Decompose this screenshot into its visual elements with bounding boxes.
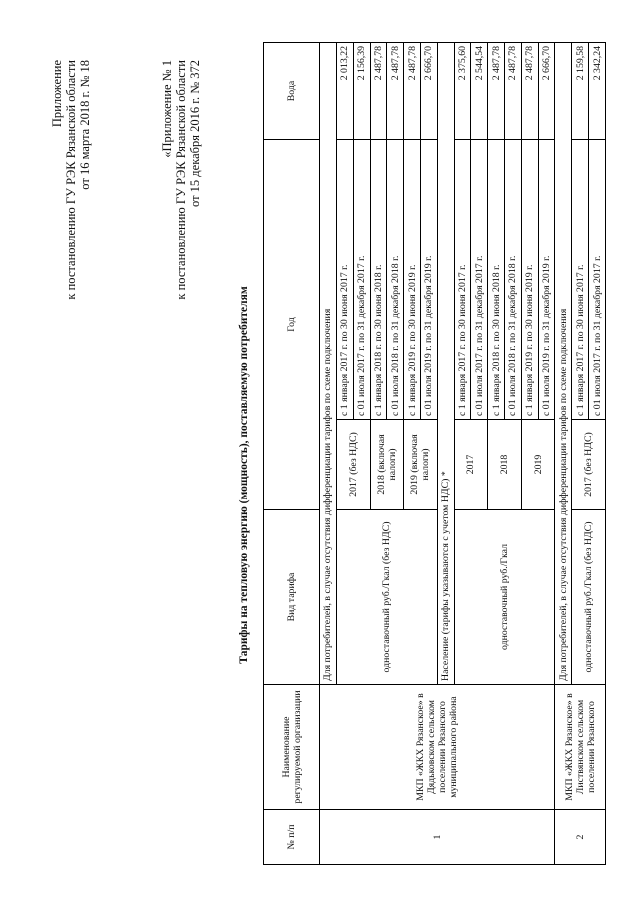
organization-name: МКП «ЖКХ Рязанское» в Дядьковском сельском поселении Рязанского муниципального района [320,685,555,810]
header-water: Вода [264,43,320,140]
document-title: Тарифы на тепловую энергию (мощность), поставляемую потребителям [238,286,250,664]
header-type: Вид тарифа [264,510,320,685]
period-cell: с 1 января 2019 г. по 30 июня 2019 г. [521,140,538,420]
appendix-1-line-3: от 15 декабря 2016 г. № 372 [188,60,202,208]
appendix-line-3: от 16 марта 2018 г. № 18 [78,60,92,190]
value-cell: 2 159,58 [572,43,589,140]
value-cell: 2 487,78 [521,43,538,140]
period-cell: с 01 июля 2017 г. по 31 декабря 2017 г. [589,140,606,420]
value-cell: 2 487,78 [370,43,387,140]
appendix-1-header [160,60,202,300]
period-cell: с 1 января 2017 г. по 30 июня 2017 г. [572,140,589,420]
period-cell: с 1 января 2018 г. по 30 июня 2018 г. [370,140,387,420]
section-row: Для потребителей, в случае отсутствия дифференциации тарифов по схеме подключения [320,43,337,685]
period-cell: с 01 июля 2017 г. по 31 декабря 2017 г. [471,140,488,420]
table-row [555,43,572,865]
section-row: Население (тарифы указываются с учетом НДС) * [437,43,454,685]
value-cell: 2 487,78 [387,43,404,140]
year-cell: 2017 (без НДС) [336,420,370,510]
period-cell: с 01 июля 2019 г. по 31 декабря 2019 г. [538,140,555,420]
value-cell: 2 544,54 [471,43,488,140]
value-cell: 2 342,24 [589,43,606,140]
row-number: 2 [555,810,606,865]
tariff-type: одноставочный руб./Гкал (без НДС) [572,510,606,685]
value-cell: 2 666,70 [420,43,437,140]
header-org: Наименование регулируемой организации [264,685,320,810]
period-cell: с 1 января 2018 г. по 30 июня 2018 г. [488,140,505,420]
value-cell: 2 013,22 [336,43,353,140]
appendix-header [50,60,92,300]
period-cell: с 01 июля 2018 г. по 31 декабря 2018 г. [387,140,404,420]
table-row [320,43,337,865]
period-cell: с 1 января 2017 г. по 30 июня 2017 г. [336,140,353,420]
period-cell: с 01 июля 2019 г. по 31 декабря 2019 г. [420,140,437,420]
appendix-1-line-1: «Приложение № 1 [160,60,174,158]
period-cell: с 01 июля 2018 г. по 31 декабря 2018 г. [505,140,522,420]
tariff-type: одноставочный руб./Гкал (без НДС) [336,510,437,685]
row-number: 1 [320,810,555,865]
table-header-row [264,43,320,865]
tariff-type: одноставочный руб./Гкал [454,510,555,685]
section-row: Для потребителей, в случае отсутствия дифференциации тарифов по схеме подключения [555,43,572,685]
year-cell: 2017 (без НДС) [572,420,606,510]
year-cell: 2019 (включая налоги) [404,420,438,510]
period-cell: с 01 июля 2017 г. по 31 декабря 2017 г. [353,140,370,420]
value-cell: 2 156,39 [353,43,370,140]
value-cell: 2 375,60 [454,43,471,140]
tariff-table [263,42,606,865]
header-year: Год [264,140,320,510]
value-cell: 2 487,78 [505,43,522,140]
appendix-line-1: Приложение [50,60,64,128]
appendix-1-line-2: к постановлению ГУ РЭК Рязанской области [174,60,188,300]
value-cell: 2 666,70 [538,43,555,140]
year-cell: 2018 [488,420,522,510]
value-cell: 2 487,78 [488,43,505,140]
year-cell: 2019 [521,420,555,510]
appendix-line-2: к постановлению ГУ РЭК Рязанской области [64,60,78,300]
year-cell: 2018 (включая налоги) [370,420,404,510]
year-cell: 2017 [454,420,488,510]
header-num: № п/п [264,810,320,865]
period-cell: с 1 января 2017 г. по 30 июня 2017 г. [454,140,471,420]
period-cell: с 1 января 2019 г. по 30 июня 2019 г. [404,140,421,420]
organization-name: МКП «ЖКХ Рязанское» в Листвянском сельском поселении Рязанского [555,685,606,810]
value-cell: 2 487,78 [404,43,421,140]
